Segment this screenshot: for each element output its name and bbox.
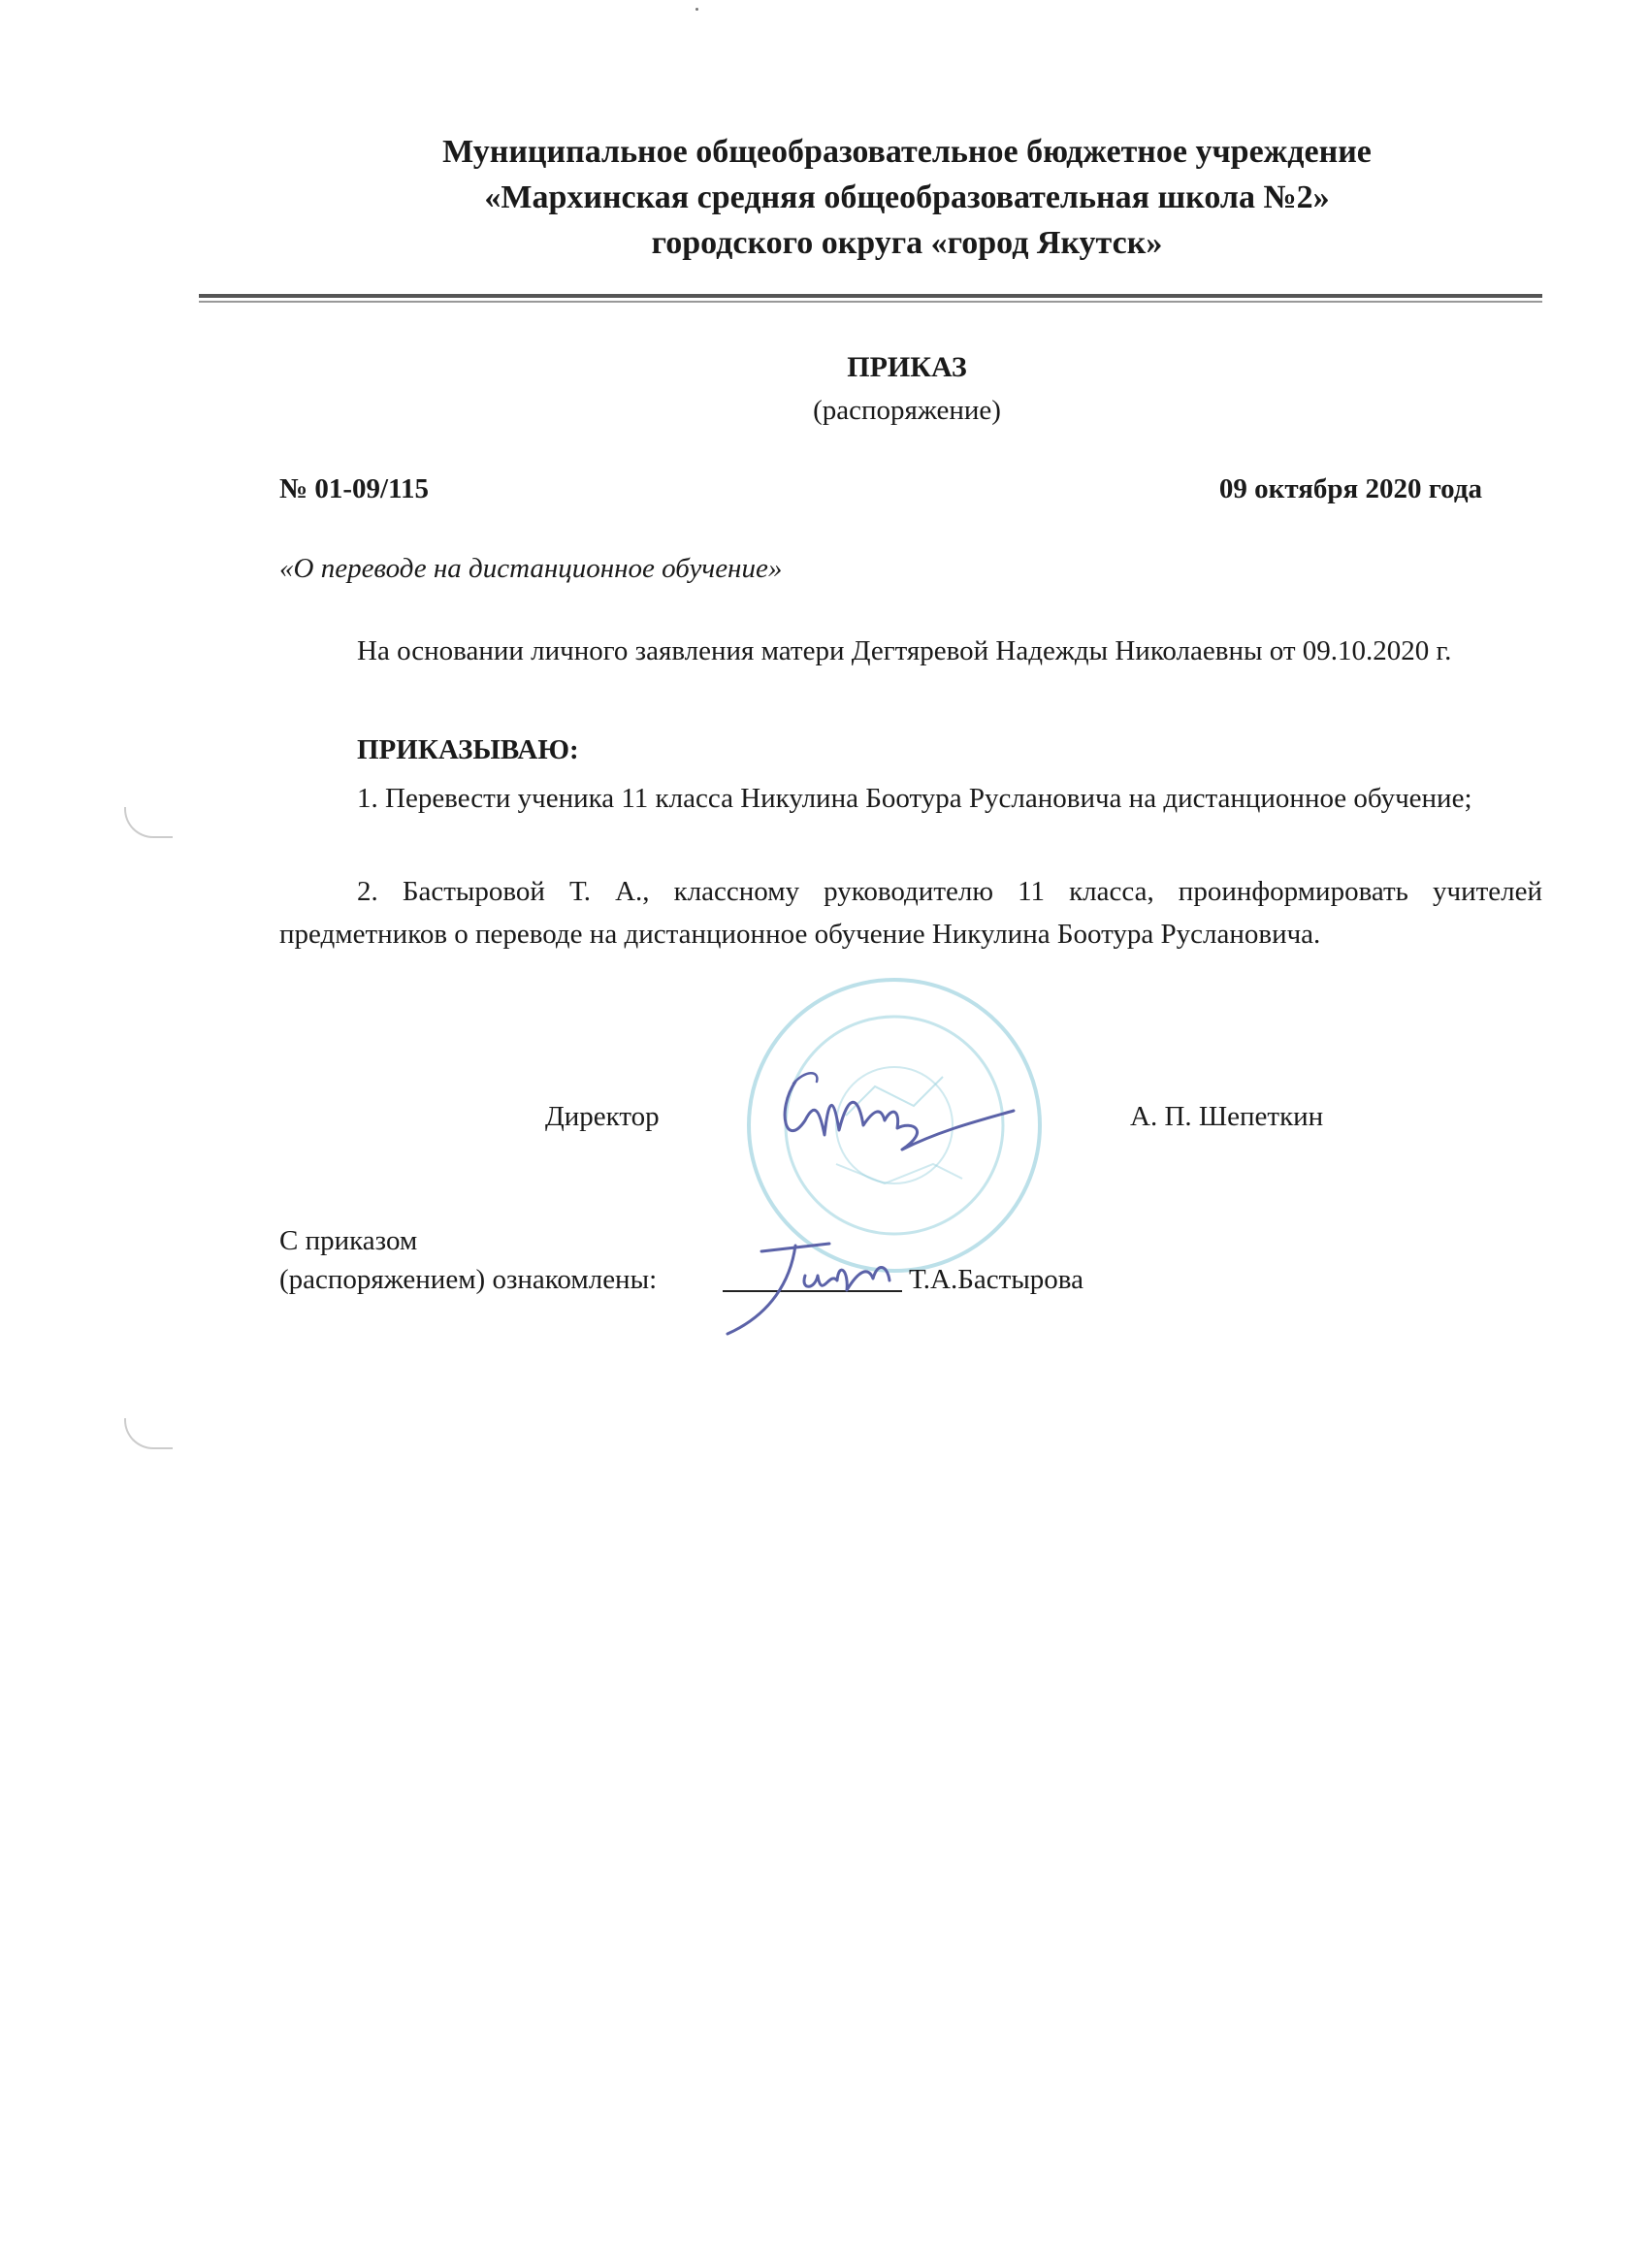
header-divider-thin	[199, 301, 1542, 303]
acknowledged-person-name: Т.А.Бастырова	[909, 1264, 1083, 1295]
institution-name-line-3: городского округа «город Якутск»	[651, 225, 1163, 261]
institution-name-line-2: «Мархинская средняя общеобразовательная школа №2»	[484, 179, 1330, 215]
institution-name-line-1: Муниципальное общеобразовательное бюджетное учреждение	[442, 134, 1372, 170]
binder-hole-mark	[124, 807, 173, 838]
order-date: 09 октября 2020 года	[1218, 473, 1482, 504]
document-subtitle: (распоряжение)	[813, 395, 1001, 426]
acknowledgement-signature	[703, 1232, 917, 1339]
basis-paragraph: На основании личного заявления матери Дегтяревой Надежды Николаевны от 09.10.2020 г.	[357, 635, 1452, 666]
acknowledgement-line-1: С приказом	[279, 1225, 418, 1256]
signatory-name: А. П. Шепеткин	[1130, 1101, 1324, 1132]
header-divider	[199, 294, 1542, 298]
order-number: № 01-09/115	[279, 473, 430, 504]
order-keyword: ПРИКАЗЫВАЮ:	[357, 734, 579, 765]
order-subject: «О переводе на дистанционное обучение»	[279, 553, 783, 584]
institution-header	[0, 129, 1649, 266]
signatory-position: Директор	[545, 1101, 660, 1132]
binder-hole-mark	[124, 1418, 173, 1449]
acknowledgement-line-2: (распоряжением) ознакомлены:	[279, 1264, 658, 1295]
director-signature	[766, 1053, 1018, 1169]
order-item-2: 2. Бастыровой Т. А., классному руководителю 11 класса, проинформировать учителей предметников о переводе на дистанционное обучение Никулина Боотура Руслановича.	[279, 876, 1542, 950]
scan-speck	[695, 8, 698, 11]
order-item-1: 1. Перевести ученика 11 класса Никулина Боотура Руслановича на дистанционное обучение;	[357, 783, 1472, 814]
document-title: ПРИКАЗ	[847, 351, 967, 383]
